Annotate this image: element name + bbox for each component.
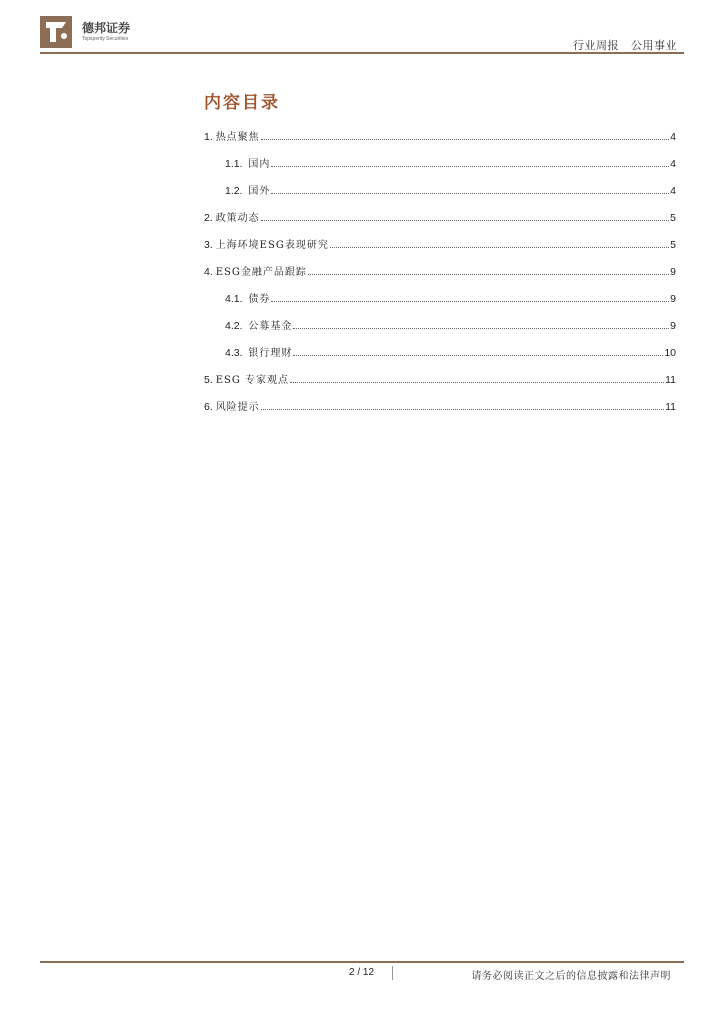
logo-mark-icon [40, 16, 72, 48]
toc-entry-1[interactable] [204, 128, 676, 155]
leader-dots [261, 219, 669, 221]
toc-entry-text: 国外 [248, 186, 271, 197]
toc-entry-number: 4.2. [225, 320, 249, 332]
toc-title: 内容目录 [204, 93, 280, 113]
toc-entry-page: 11 [665, 374, 676, 386]
toc-entry-text: 公募基金 [248, 321, 293, 332]
toc-entry-page: 11 [665, 401, 676, 413]
toc-entry-number: 6. [204, 401, 216, 413]
table-of-contents [204, 128, 676, 425]
footer-divider [392, 966, 393, 980]
toc-entry-4-1[interactable] [204, 290, 676, 317]
toc-entry-number: 1.2. [225, 185, 249, 197]
toc-entry-text: 上海环境ESG表现研究 [215, 240, 329, 251]
logo-name-en: Topsperity Securities [82, 36, 129, 42]
leader-dots [293, 354, 663, 356]
toc-entry-number: 3. [204, 239, 216, 251]
toc-entry-text: ESG金融产品跟踪 [215, 267, 307, 278]
leader-dots [261, 138, 669, 140]
toc-entry-number: 1.1. [225, 158, 249, 170]
toc-entry-4[interactable] [204, 263, 676, 290]
header-rule [40, 52, 684, 54]
toc-entry-page: 5 [670, 212, 676, 224]
toc-entry-4-2[interactable] [204, 317, 676, 344]
footer-rule [40, 961, 684, 963]
toc-entry-text: 银行理财 [248, 348, 293, 359]
toc-entry-page: 4 [670, 131, 676, 143]
toc-entry-number: 2. [204, 212, 216, 224]
toc-entry-text: 风险提示 [215, 402, 260, 413]
toc-entry-text: ESG 专家观点 [215, 375, 290, 386]
sector-name: 公用事业 [631, 39, 677, 52]
toc-entry-1-1[interactable] [204, 155, 676, 182]
toc-entry-number: 5. [204, 374, 216, 386]
toc-entry-page: 9 [670, 293, 676, 305]
toc-entry-text: 国内 [248, 159, 271, 170]
toc-entry-3[interactable] [204, 236, 676, 263]
toc-entry-number: 4.3. [225, 347, 249, 359]
toc-entry-number: 4. [204, 266, 216, 278]
toc-entry-1-2[interactable] [204, 182, 676, 209]
leader-dots [330, 246, 669, 248]
leader-dots [271, 192, 669, 194]
disclaimer-note: 请务必阅读正文之后的信息披露和法律声明 [471, 971, 671, 982]
page-number: 2 / 12 [349, 967, 375, 978]
toc-entry-page: 9 [670, 266, 676, 278]
leader-dots [271, 165, 669, 167]
report-type: 行业周报 [573, 39, 619, 52]
toc-entry-text: 热点聚焦 [215, 132, 260, 143]
leader-dots [308, 273, 669, 275]
toc-entry-5[interactable] [204, 371, 676, 398]
toc-entry-page: 5 [670, 239, 676, 251]
leader-dots [290, 381, 664, 383]
leader-dots [261, 408, 664, 410]
toc-entry-text: 债券 [248, 294, 271, 305]
company-logo [40, 16, 140, 48]
toc-entry-page: 10 [664, 347, 676, 359]
leader-dots [271, 300, 669, 302]
toc-entry-4-3[interactable] [204, 344, 676, 371]
toc-entry-2[interactable] [204, 209, 676, 236]
toc-entry-number: 4.1. [225, 293, 249, 305]
toc-entry-page: 4 [670, 185, 676, 197]
leader-dots [293, 327, 669, 329]
header-meta [573, 37, 677, 53]
toc-entry-number: 1. [204, 131, 216, 143]
toc-entry-text: 政策动态 [215, 213, 260, 224]
toc-entry-page: 9 [670, 320, 676, 332]
toc-entry-6[interactable] [204, 398, 676, 425]
logo-name-cn: 德邦证券 [82, 21, 131, 35]
toc-entry-page: 4 [670, 158, 676, 170]
